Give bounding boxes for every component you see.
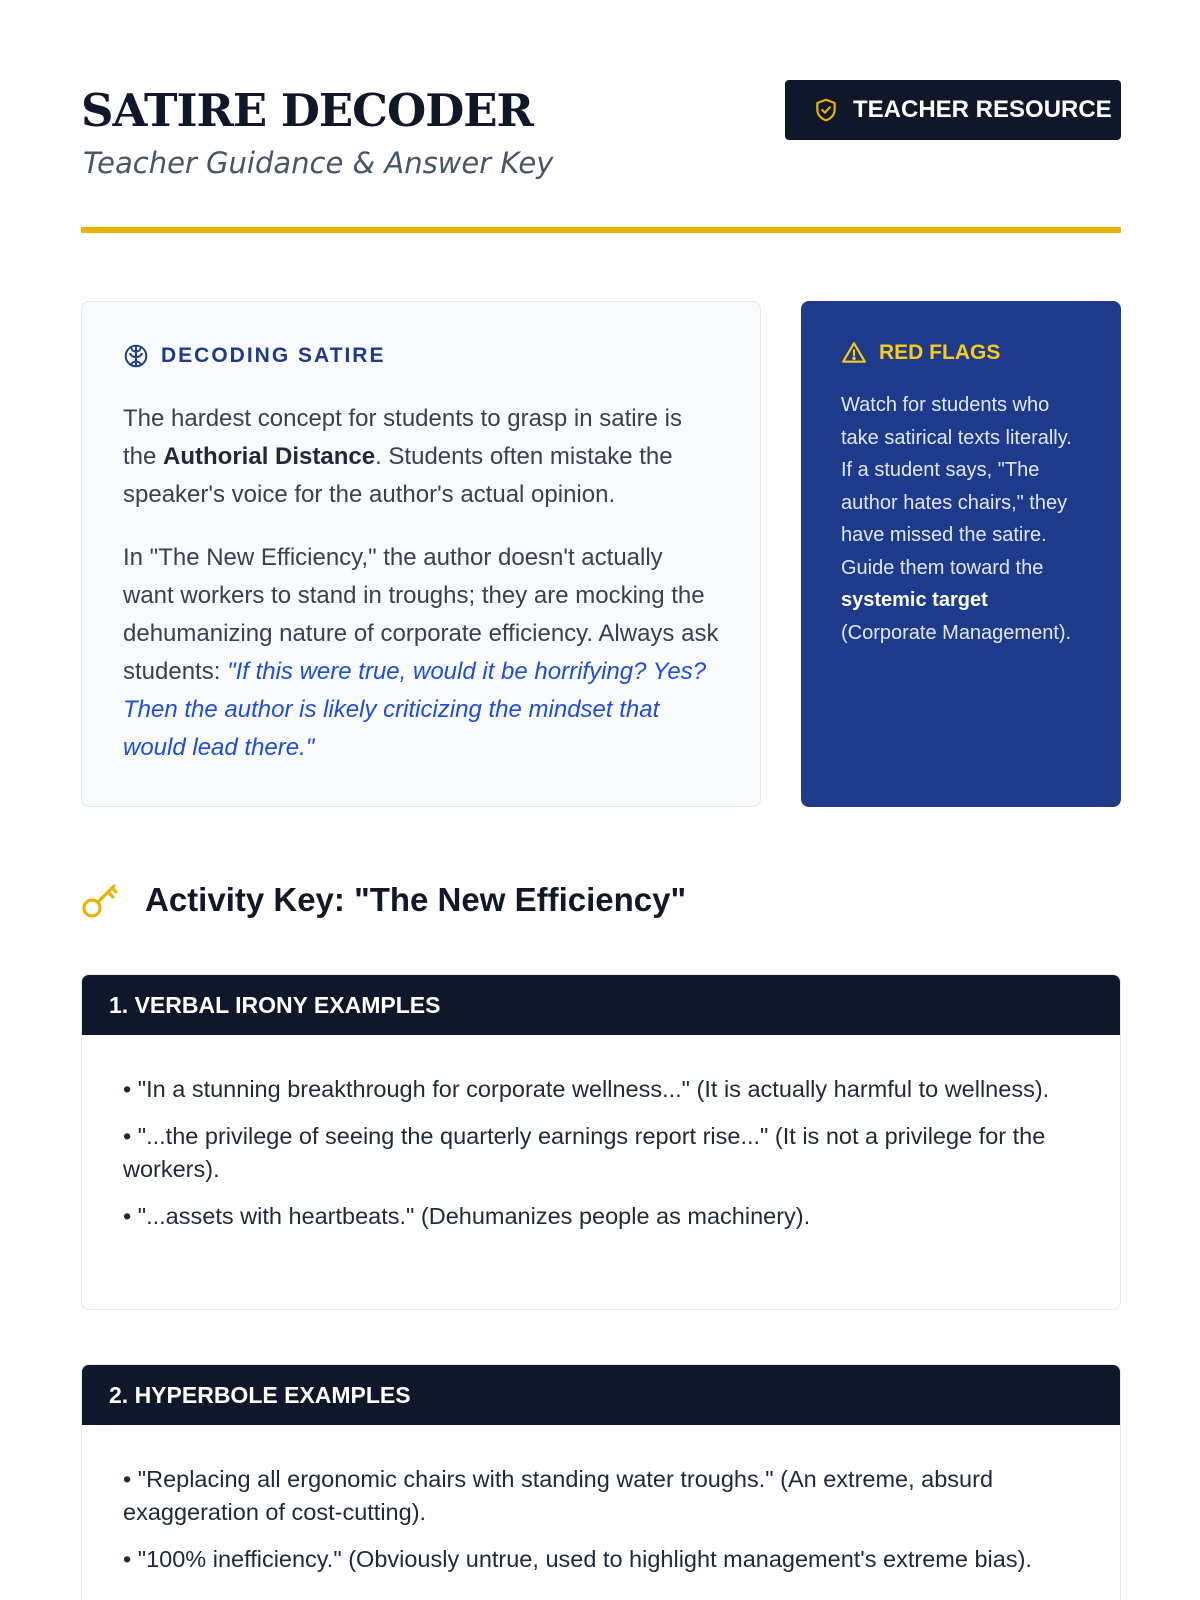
shield-check-icon — [813, 97, 839, 123]
systemic-target-term: systemic target — [841, 589, 988, 611]
list-item: • "...assets with heartbeats." (Dehumanizes people as machinery). — [123, 1203, 811, 1229]
authorial-distance-term: Authorial Distance — [163, 443, 376, 470]
verbal-irony-list — [82, 1035, 1120, 1269]
decoding-satire-heading: DECODING SATIRE — [161, 344, 386, 367]
list-item: • "...the privilege of seeing the quarterly earnings report rise..." (It is not a privilege for the workers). — [123, 1123, 1046, 1182]
key-icon — [81, 880, 121, 920]
red-flags-header — [841, 339, 1085, 367]
list-item: • "100% inefficiency." (Obviously untrue, used to highlight management's extreme bias). — [123, 1546, 1032, 1572]
list-item: • "Replacing all ergonomic chairs with standing water troughs." (An extreme, absurd exaggeration of cost-cutting). — [123, 1466, 994, 1525]
page-title: SATIRE DECODER — [81, 84, 533, 137]
hyperbole-panel — [81, 1364, 1121, 1600]
decoding-paragraph-1: The hardest concept for students to grasp in satire is the Authorial Distance. Students often mistake the speaker's voice for the author's actual opinion. — [123, 405, 682, 508]
activity-key-heading: Activity Key: "The New Efficiency" — [145, 881, 687, 918]
red-flags-text: Watch for students who take satirical texts literally. If a student says, "The author hates chairs," they have missed the satire. Guide them toward the systemic target (Corporate Management). — [841, 394, 1072, 644]
activity-key-header — [81, 872, 686, 928]
decoding-paragraph-2: In "The New Efficiency," the author doesn't actually want workers to stand in troughs; they are mocking the dehumanizing nature of corporate efficiency. Always ask students: "If this were true, would it be horrifying? Yes? Then the author is likely criticizing the mindset that would lead there." — [123, 544, 719, 761]
list-item: • "In a stunning breakthrough for corporate wellness..." (It is actually harmful to wellness). — [123, 1076, 1050, 1102]
header — [81, 0, 1121, 234]
page — [81, 0, 1121, 1572]
teacher-resource-badge — [785, 80, 1121, 140]
hyperbole-title: 2. HYPERBOLE EXAMPLES — [82, 1365, 1120, 1425]
header-divider — [81, 227, 1121, 233]
decoding-satire-header — [123, 342, 720, 370]
verbal-irony-panel — [81, 974, 1121, 1310]
decoding-satire-card — [81, 301, 761, 807]
warning-triangle-icon — [841, 340, 867, 366]
red-flags-card — [801, 301, 1121, 807]
page-subtitle: Teacher Guidance & Answer Key — [83, 146, 554, 180]
red-flags-heading: RED FLAGS — [879, 341, 1001, 364]
hyperbole-list — [82, 1425, 1120, 1600]
guiding-question-quote: "If this were true, would it be horrifying? Yes? Then the author is likely criticizing the mindset that would lead there." — [123, 658, 707, 761]
badge-label: TEACHER RESOURCE — [853, 96, 1112, 123]
brain-icon — [123, 343, 149, 369]
verbal-irony-title: 1. VERBAL IRONY EXAMPLES — [82, 975, 1120, 1035]
